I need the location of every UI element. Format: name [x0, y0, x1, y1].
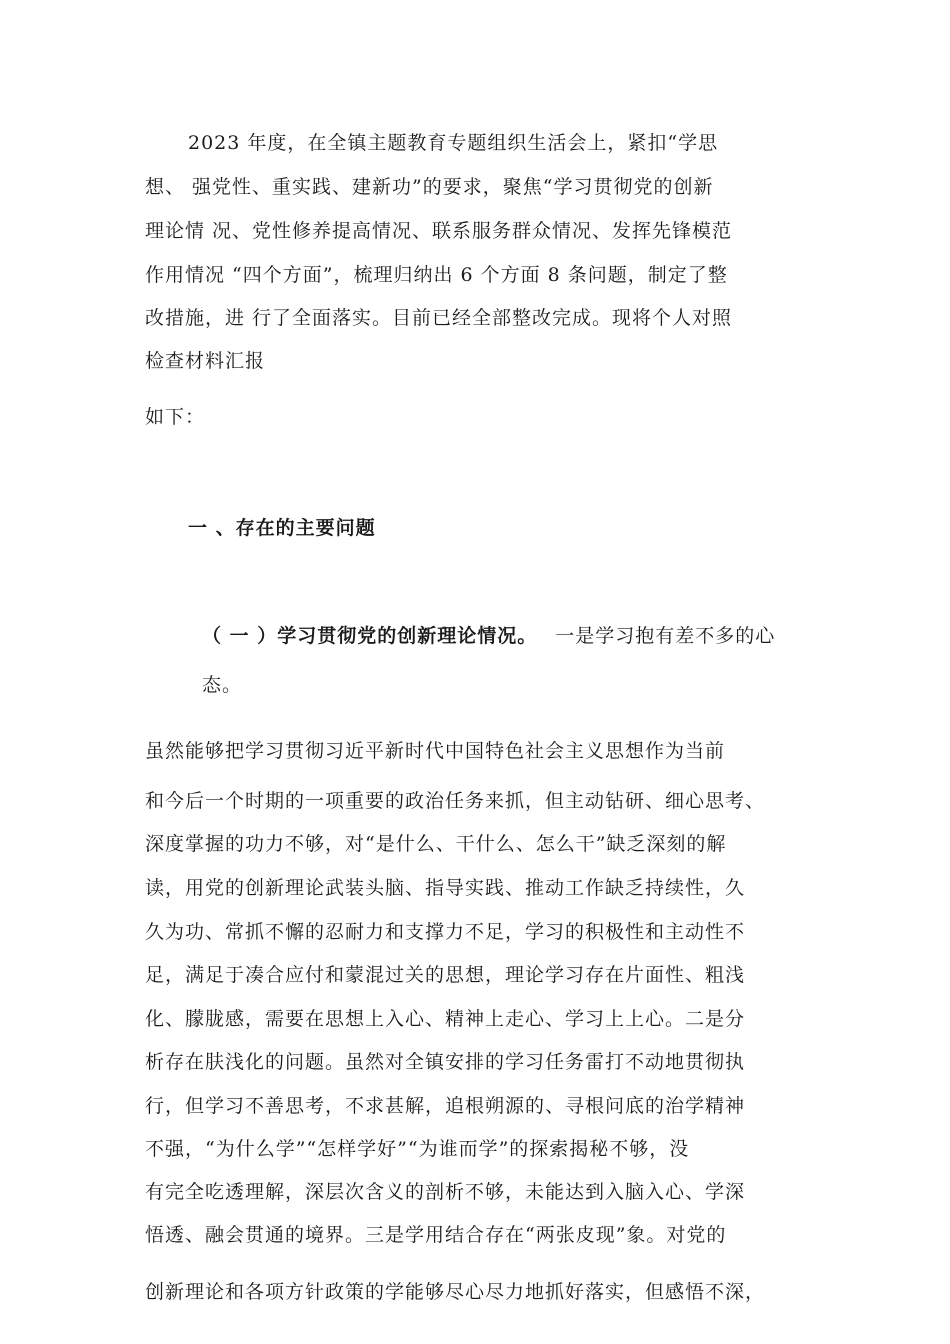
- subsection-title: （ 一 ）学习贯彻党的创新理论情况。: [202, 625, 538, 647]
- body-line-13: 创新理论和各项方针政策的学能够尽心尽力地抓好落实，但感悟不深，: [145, 1281, 766, 1303]
- body-line-2: 和今后一个时期的一项重要的政治任务来抓，但主动钻研、细心思考、: [145, 790, 766, 812]
- body-line-7: 化、朦胧感，需要在思想上入心、精神上走心、学习上上心。二是分: [145, 1008, 746, 1030]
- body-line-8: 析存在肤浅化的问题。虽然对全镇安排的学习任务雷打不动地贯彻执: [145, 1051, 746, 1073]
- section-heading: 一 、存在的主要问题: [188, 517, 376, 539]
- intro-line-4: 作用情况 “四个方面”，梳理归纳出 6 个方面 8 条问题，制定了整: [145, 264, 728, 286]
- body-line-4: 读，用党的创新理论武装头脑、指导实践、推动工作缺乏持续性，久: [145, 877, 746, 899]
- subsection-title-line: [202, 624, 775, 648]
- body-line-5: 久为功、常抓不懈的忍耐力和支撑力不足，学习的积极性和主动性不: [145, 921, 746, 943]
- body-line-6: 足，满足于凑合应付和蒙混过关的思想，理论学习存在片面性、粗浅: [145, 964, 746, 986]
- intro-line-2: 想、 强党性、重实践、建新功”的要求，聚焦“学习贯彻党的创新: [145, 176, 714, 198]
- subsection-lead-cont: 态。: [202, 674, 243, 696]
- body-line-10: 不强，“为什么学”“怎样学好”“为谁而学”的探索揭秘不够，没: [145, 1138, 690, 1160]
- body-line-9: 行，但学习不善思考，不求甚解，追根朔源的、寻根问底的治学精神: [145, 1095, 746, 1117]
- intro-line-7: 如下：: [145, 406, 206, 428]
- body-line-1: 虽然能够把学习贯彻习近平新时代中国特色社会主义思想作为当前: [145, 740, 726, 762]
- intro-line-5: 改措施，进 行了全面落实。目前已经全部整改完成。现将个人对照: [145, 307, 733, 329]
- subsection-lead: 一是学习抱有差不多的心: [555, 625, 776, 647]
- intro-line-6: 检查材料汇报: [145, 350, 266, 372]
- intro-line-3: 理论情 况、党性修养提高情况、联系服务群众情况、发挥先锋模范: [145, 220, 733, 242]
- body-line-12: 悟透、融会贯通的境界。三是学用结合存在“两张皮现”象。对党的: [145, 1224, 727, 1246]
- intro-line-1: 2023 年度，在全镇主题教育专题组织生活会上，紧扣“学思: [188, 132, 719, 154]
- body-line-11: 有完全吃透理解，深层次含义的剖析不够，未能达到入脑入心、学深: [145, 1181, 746, 1203]
- body-line-3: 深度掌握的功力不够，对“是什么、干什么、怎么干”缺乏深刻的解: [145, 833, 727, 855]
